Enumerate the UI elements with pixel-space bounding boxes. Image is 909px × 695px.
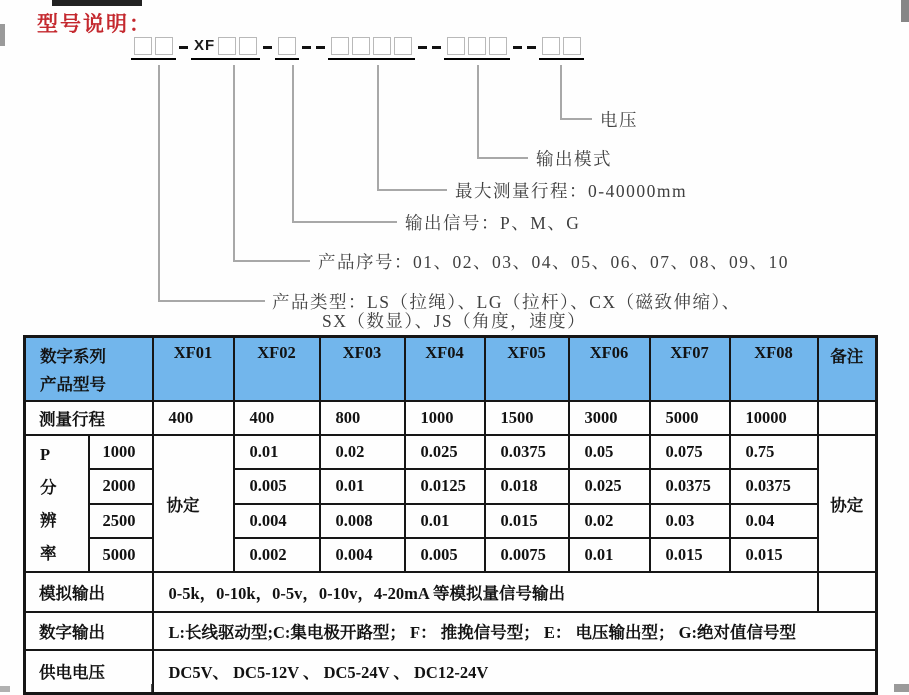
- spec-table: [23, 335, 878, 695]
- res-5000-xf05: 0.0075: [485, 538, 569, 572]
- label-product-type: 产品类型：LS（拉绳）、LG（拉杆）、CX（磁致伸缩）、: [272, 292, 741, 312]
- blank-box: [134, 37, 152, 55]
- header-xf08: XF08: [730, 337, 818, 402]
- travel-xf06: 3000: [569, 401, 650, 435]
- res-5000-xf06: 0.01: [569, 538, 650, 572]
- xf-prefix: XF: [194, 37, 216, 54]
- digital-output-row: [25, 612, 877, 650]
- res-2000-xf04: 0.0125: [405, 469, 485, 503]
- res-2500-xf08: 0.04: [730, 504, 818, 538]
- resolution-row-5000: [25, 538, 877, 572]
- top-right-smudge: [901, 0, 909, 22]
- format-segment-2: [191, 37, 260, 60]
- connector-line-mode: [477, 65, 479, 158]
- res-1000-xf03: 0.02: [320, 435, 405, 469]
- resolution-sub-2000: 2000: [89, 469, 153, 503]
- double-dash-separator: [513, 37, 536, 58]
- label-product-serial: 产品序号：01、02、03、04、05、06、07、08、09、10: [318, 252, 789, 272]
- format-segment-4: [328, 37, 415, 60]
- res-1000-xf04: 0.025: [405, 435, 485, 469]
- res-2500-xf03: 0.008: [320, 504, 405, 538]
- header-xf02: XF02: [234, 337, 320, 402]
- res-2000-xf02: 0.005: [234, 469, 320, 503]
- blank-box: [468, 37, 486, 55]
- connector-line-travel: [377, 65, 379, 190]
- resolution-remark-agreed: 协定: [818, 435, 877, 572]
- format-segment-6: [539, 37, 584, 60]
- connector-elbow-voltage: [560, 118, 592, 120]
- resolution-sub-1000: 1000: [89, 435, 153, 469]
- res-5000-xf03: 0.004: [320, 538, 405, 572]
- analog-output-row: [25, 572, 877, 612]
- label-voltage: 电压: [600, 110, 638, 130]
- bottom-left-smudge: [0, 686, 10, 692]
- format-segment-1: [131, 37, 176, 60]
- page-title: 型号说明：: [37, 13, 152, 36]
- blank-box: [239, 37, 257, 55]
- analog-output-value: 0-5k，0-10k，0-5v，0-10v，4-20mA 等模拟量信号输出: [153, 572, 818, 612]
- res-1000-xf06: 0.05: [569, 435, 650, 469]
- format-segment-3: [275, 37, 299, 60]
- travel-xf02: 400: [234, 401, 320, 435]
- travel-xf01: 400: [153, 401, 234, 435]
- travel-row: [25, 401, 877, 435]
- res-2000-xf08: 0.0375: [730, 469, 818, 503]
- header-remark: 备注: [818, 337, 877, 402]
- resolution-row-2500: [25, 504, 877, 538]
- res-5000-xf08: 0.015: [730, 538, 818, 572]
- header-xf06: XF06: [569, 337, 650, 402]
- power-supply-label: 供电电压: [25, 650, 153, 693]
- header-series-model: 数字系列 产品型号: [25, 337, 153, 402]
- label-output-mode: 输出模式: [536, 149, 612, 169]
- top-edge-smudge: [52, 0, 142, 6]
- connector-elbow-serial: [233, 260, 310, 262]
- double-dash-separator: [418, 37, 441, 58]
- travel-remark: [818, 401, 877, 435]
- res-2500-xf02: 0.004: [234, 504, 320, 538]
- left-edge-smudge: [0, 24, 5, 46]
- analog-output-remark: [818, 572, 877, 612]
- connector-elbow-travel: [377, 189, 447, 191]
- travel-xf07: 5000: [650, 401, 730, 435]
- res-5000-xf04: 0.005: [405, 538, 485, 572]
- connector-line-type: [158, 65, 160, 301]
- power-supply-value: DC5V、 DC5-12V 、 DC5-24V 、 DC12-24V: [153, 650, 877, 693]
- res-1000-xf02: 0.01: [234, 435, 320, 469]
- resolution-group-label: P 分 辨 率: [25, 435, 89, 572]
- res-2500-xf05: 0.015: [485, 504, 569, 538]
- res-2500-xf06: 0.02: [569, 504, 650, 538]
- blank-box: [218, 37, 236, 55]
- blank-box: [155, 37, 173, 55]
- blank-box: [352, 37, 370, 55]
- resolution-sub-2500: 2500: [89, 504, 153, 538]
- res-1000-xf08: 0.75: [730, 435, 818, 469]
- connector-line-voltage: [560, 65, 562, 119]
- header-xf03: XF03: [320, 337, 405, 402]
- dash-separator: [263, 37, 272, 58]
- label-max-travel: 最大测量行程：0-40000mm: [455, 181, 688, 201]
- resolution-row-2000: [25, 469, 877, 503]
- connector-line-signal: [292, 65, 294, 222]
- res-2000-xf06: 0.025: [569, 469, 650, 503]
- blank-box: [373, 37, 391, 55]
- res-2000-xf05: 0.018: [485, 469, 569, 503]
- analog-output-label: 模拟输出: [25, 572, 153, 612]
- table-header-row: [25, 337, 877, 402]
- blank-box: [278, 37, 296, 55]
- table-border-stub: [151, 684, 153, 692]
- header-xf07: XF07: [650, 337, 730, 402]
- res-2000-xf07: 0.0375: [650, 469, 730, 503]
- header-xf05: XF05: [485, 337, 569, 402]
- travel-label: 测量行程: [25, 401, 153, 435]
- label-product-type-line2: SX（数显）、JS（角度，速度）: [322, 311, 587, 331]
- res-1000-xf07: 0.075: [650, 435, 730, 469]
- blank-box: [394, 37, 412, 55]
- bottom-right-smudge: [894, 684, 909, 692]
- travel-xf03: 800: [320, 401, 405, 435]
- format-segment-5: [444, 37, 510, 60]
- resolution-sub-5000: 5000: [89, 538, 153, 572]
- blank-box: [447, 37, 465, 55]
- model-format-line: [131, 37, 584, 60]
- connector-elbow-signal: [292, 221, 397, 223]
- header-xf01: XF01: [153, 337, 234, 402]
- res-2500-xf07: 0.03: [650, 504, 730, 538]
- res-5000-xf02: 0.002: [234, 538, 320, 572]
- travel-xf08: 10000: [730, 401, 818, 435]
- digital-output-label: 数字输出: [25, 612, 153, 650]
- digital-output-value: L:长线驱动型;C:集电极开路型； F： 推挽信号型； E： 电压输出型； G:绝对值信号型: [153, 612, 877, 650]
- blank-box: [563, 37, 581, 55]
- travel-xf04: 1000: [405, 401, 485, 435]
- resolution-row-1000: [25, 435, 877, 469]
- res-2500-xf04: 0.01: [405, 504, 485, 538]
- connector-line-serial: [233, 65, 235, 261]
- label-output-signal: 输出信号：P、M、G: [405, 213, 581, 233]
- res-5000-xf07: 0.015: [650, 538, 730, 572]
- blank-box: [331, 37, 349, 55]
- connector-elbow-type: [158, 300, 265, 302]
- res-1000-xf05: 0.0375: [485, 435, 569, 469]
- connector-elbow-mode: [477, 157, 528, 159]
- resolution-xf01-agreed: 协定: [153, 435, 234, 572]
- blank-box: [542, 37, 560, 55]
- dash-separator: [179, 37, 188, 58]
- blank-box: [489, 37, 507, 55]
- double-dash-separator: [302, 37, 325, 58]
- header-xf04: XF04: [405, 337, 485, 402]
- travel-xf05: 1500: [485, 401, 569, 435]
- res-2000-xf03: 0.01: [320, 469, 405, 503]
